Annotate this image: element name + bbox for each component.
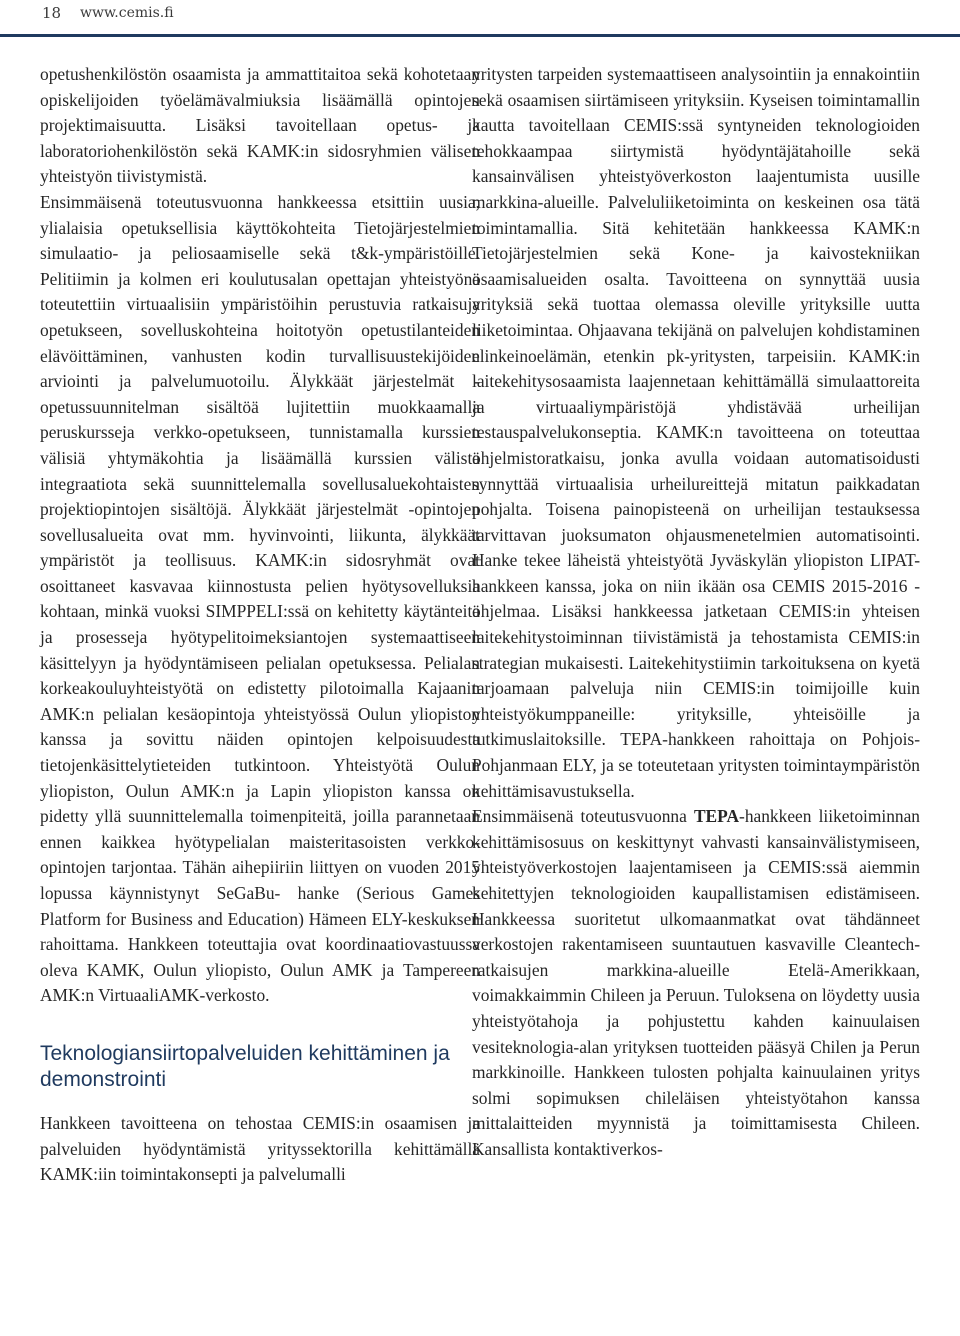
page-header [0, 0, 960, 34]
left-paragraph-3: Hankkeen tavoitteena on tehostaa CEMIS:in osaamisen ja palveluiden hyödyntämistä yrityssektorilla kehittämällä KAMK:iin toimintakonsepti ja palvelumalli [40, 1112, 480, 1185]
page-url: www.cemis.fi [80, 5, 174, 21]
left-paragraph-1: opetushenkilöstön osaamista ja ammattitaitoa sekä kohotetaan opiskelijoiden työelämävalmiuksia lisäämällä opintojen projektimaisuutta. Lisäksi tavoitellaan opetus- ja laboratoriohenkilöstön sekä KAMK:in sidosryhmien välisen yhteistyön tiivistymistä. [40, 64, 480, 187]
page-number: 18 [42, 4, 62, 22]
right-column [472, 62, 920, 1163]
right-paragraph-1: yritysten tarpeiden systemaattiseen analysointiin ja ennakointiin sekä osaamisen siirtämiseen yrityksiin. Kyseisen toimintamallin kautta tavoitellaan CEMIS:ssä syntyneiden teknologioiden tehokkaampaa siirtymistä hyödyntäjätahoille sekä kansainvälisen yhteistyöverkoston laajentumista uusille markkina-alueille. Palveluliiketoiminta on keskeinen osa tätä toimintamallia. Sitä kehitetään hankkeessa KAMK:n Tietojärjestelmien sekä Kone- ja kaivostekniikan osaamisalueiden osalta. Tavoitteena on synnyttää uusia yrityksiä sekä tuottaa olemassa oleville yrityksille uutta liiketoimintaa. Ohjaavana tekijänä on palvelujen kohdistaminen elinkeinoelämän, etenkin pk-yritysten, tarpeisiin. KAMK:in laitekehitysosaamista laajennetaan kehittämällä simulaattoreita ja virtuaaliympäristöjä yhdistävää urheilijan testauspalvelukonseptia. KAMK:n tavoitteena on toteuttaa ohjelmistoratkaisu, jonka avulla voidaan automatisoidusti synnyttää virtuaalisia urheilureittejä mitatun paikkadatan pohjalta. Toisena painopisteenä on urheilijan testauksessa tarvittavan juoksumaton ohjausmenetelmien automatisointi. Hanke tekee läheistä yhteistyötä Jyväskylän yliopiston LIPAT-hankkeen kanssa, joka on niin ikään osa CEMIS 2015-2016 -ohjelmaa. Lisäksi hankkeessa jatketaan CEMIS:in yhteisen laitekehitystoiminnan tiivistämistä ja tehostamista CEMIS:in strategian mukaisesti. Laitekehitystiimin tarkoituksena on kyetä tarjoamaan palveluja niin CEMIS:in toimijoille kuin yhteistyökumppaneille: yrityksille, yhteisöille ja tutkimuslaitoksille. TEPA-hankkeen rahoittaja on Pohjois-Pohjanmaan ELY, ja se toteutetaan yritysten toimintaympäristön kehittämisavustuksella. [472, 64, 920, 801]
tepa-bold-term: TEPA [693, 806, 740, 827]
left-column [40, 62, 480, 1188]
right-paragraph-2 [472, 804, 920, 1162]
right-paragraph-2-rest: -hankkeen liiketoiminnan kehittämisosuus on keskittynyt vahvasti kansainvälistymiseen, yhteistyöverkostojen laajentamiseen ja CEMIS:ssä aiemmin kehitettyjen teknologioiden kaupallistamisen edistämiseen. Hankkeessa suoritetut ulkomaanmatkat ovat tähdänneet verkostojen rakentamiseen suuntautuen kasvaville Cleantech-ratkaisujen markkina-alueille Etelä-Amerikkaan, voimakkaimmin Chileen ja Peruun. Tuloksena on löydetty uusia yhteistyötahoja ja pohjustettu kahden kainuulaisen vesiteknologia-alan yrityksen tuotteiden pääsyä Chilen ja Perun markkinoille. Hankkeen tulosten pohjalta kainuulainen yritys solmi sopimuksen chileläisen yhteistyötahon kanssa mittalaitteiden myynnistä ja toimittamisesta Chileen. Kansallista kontaktiverkos- [472, 806, 921, 1159]
right-paragraph-2-start: Ensimmäisenä toteutusvuonna [472, 806, 694, 827]
header-rule [0, 34, 960, 37]
left-paragraph-2: Ensimmäisenä toteutusvuonna hankkeessa etsittiin uusia, ylialaisia opetuksellisia käyttökohteita Tietojärjestelmien simulaatio- ja peliosaamiselle sekä t&k-ympäristöille. Pelitiimin ja kolmen eri koulutusalan opettajan yhteistyönä toteutettiin virtuaalisiin ympäristöihin perustuvia ratkaisuja opetukseen, sovelluskohteina hoitotyön opetustilanteiden elävöittäminen, vanhusten kodin turvallisuustekijöiden arviointi ja palvelumuotoilu. Älykkäät järjestelmät -opetussuunnitelman sisältöä lujitettiin muokkaamalla peruskursseja verkko-opetukseen, tunnistamalla kurssien välisiä yhtymäkohtia ja lisäämällä kurssien välistä integraatiota sekä suunnittelemalla sovellusaluekohtaisten projektiopintojen sisältöjä. Älykkäät järjestelmät -opintojen sovellusalueita ovat mm. hyvinvointi, liikunta, älykkäät ympäristöt ja teollisuus. KAMK:in sidosryhmät ovat osoittaneet kasvavaa kiinnostusta pelien hyötysovelluksia kohtaan, minkä vuoksi SIMPPELI:ssä on kehitetty käytänteitä ja prosesseja hyötypelitoimeksiantojen systemaattiseen käsittelyyn ja hyödyntämiseen pelialan opetuksessa. Pelialan korkeakouluyhteistyötä on edistetty pilotoimalla Kajaanin AMK:n pelialan kesäopintoja yhteistyössä Oulun yliopiston kanssa ja sovittu näiden opintojen kelpoisuudesta tietojenkäsittelytieteiden tutkintoon. Yhteistyötä Oulun yliopiston, Oulun AMK:n ja Lapin yliopiston kanssa on pidetty yllä suunnittelemalla toimenpiteitä, joilla parannetaan ennen kaikkea hyötypelialan maisteritasoisten verkko-opintojen tarjontaa. Tähän aihepiiriin liittyen on vuoden 2015 lopussa käynnistynyt SeGaBu- hanke (Serious Games Platform for Business and Education) Hämeen ELY-keskuksen rahoittama. Hankkeen toteuttajia ovat koordinaatiovastuussa oleva KAMK, Oulun yliopisto, Oulun AMK ja Tampereen AMK:n VirtuaaliAMK-verkosto. [40, 191, 480, 1006]
section-heading: Teknologiansiirtopalveluiden kehittäminen ja demonstrointi [40, 1041, 450, 1091]
